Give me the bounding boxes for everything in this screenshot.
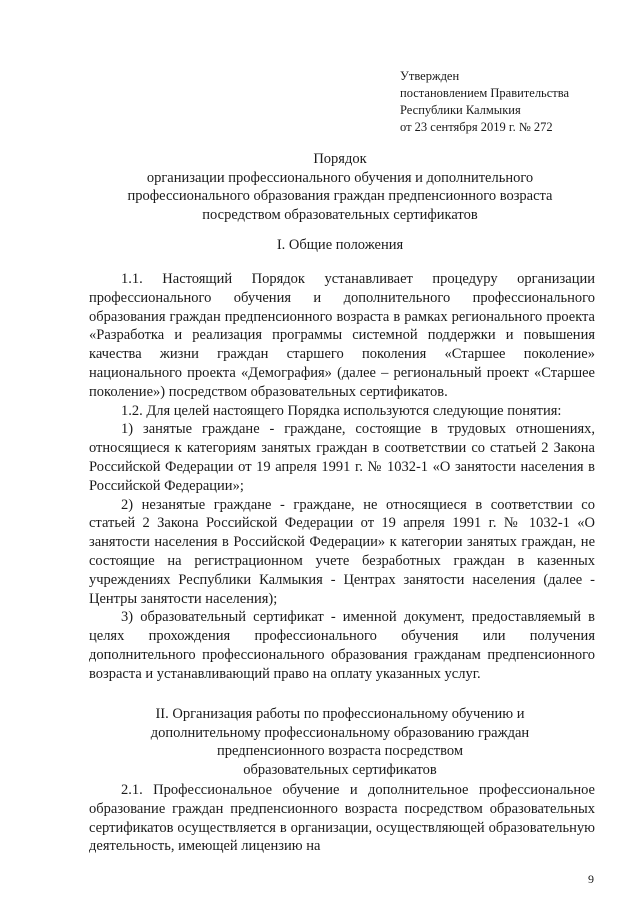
title-line: профессионального образования граждан предпенсионного возраста bbox=[127, 188, 553, 204]
title-line: Порядок bbox=[313, 151, 367, 167]
section-heading-line: предпенсионного возраста посредством bbox=[216, 743, 464, 759]
section-heading-line: дополнительному профессиональному образованию граждан bbox=[150, 724, 530, 741]
section-2-body bbox=[89, 781, 595, 856]
document-title bbox=[60, 150, 620, 224]
paragraph: 1.1. Настоящий Порядок устанавливает процедуру организации профессионального обучения и дополнительного профессионального образования граждан предпенсионного возраста в рамках регионального проекта «Разработка и реализация программы системной поддержки и повышения качества жизни граждан старшего поколения «Старшее поколение» национального проекта «Демография» (далее – региональный проект «Старшее поколение») посредством образовательных сертификатов. bbox=[89, 271, 595, 400]
title-line: посредством образовательных сертификатов bbox=[202, 206, 478, 223]
section-heading-line: II. Организация работы по профессиональному обучению и bbox=[155, 706, 525, 722]
approval-line: постановлением Правительства bbox=[400, 86, 570, 100]
approval-stamp bbox=[400, 68, 569, 136]
page-number: 9 bbox=[588, 872, 594, 886]
paragraph: 2.1. Профессиональное обучение и дополнительное профессиональное образование граждан предпенсионного возраста посредством образовательных сертификатов осуществляется в организации, осуществляющей образовательную деятельность, имеющей лицензию на bbox=[89, 782, 595, 855]
title-line: организации профессионального обучения и дополнительного bbox=[146, 169, 534, 186]
section-heading-line: образовательных сертификатов bbox=[243, 761, 437, 778]
section-2-heading bbox=[60, 705, 620, 779]
section-1-body bbox=[89, 270, 595, 684]
paragraph: 1.2. Для целей настоящего Порядка используются следующие понятия: bbox=[121, 402, 562, 419]
paragraph: 3) образовательный сертификат - именной документ, предоставляемый в целях прохождения профессионального обучения или получения дополнительного профессионального образования гражданам предпенсионного возраста и устанавливающий право на оплату указанных услуг. bbox=[89, 609, 595, 682]
section-1-heading bbox=[60, 236, 620, 255]
approval-line: Утвержден bbox=[400, 69, 460, 83]
section-heading-line: I. Общие положения bbox=[276, 237, 404, 253]
paragraph: 2) незанятые граждане - граждане, не относящиеся в соответствии со статьей 2 Закона Российской Федерации от 19 апреля 1991 г. № 1032-1 «О занятости населения в Российской Федерации» к категории занятых граждан, не состоящие на регистрационном учете безработных граждан в казенных учреждениях Республики Калмыкия - Центрах занятости населения (далее - Центры занятости населения); bbox=[89, 496, 595, 607]
paragraph: 1) занятые граждане - граждане, состоящие в трудовых отношениях, относящиеся к категориям занятых граждан в соответствии со статьей 2 Закона Российской Федерации от 19 апреля 1991 г. № 1032-1 «О занятости населения в Российской Федерации»; bbox=[89, 421, 595, 494]
approval-line: от 23 сентября 2019 г. № 272 bbox=[400, 120, 553, 134]
approval-line: Республики Калмыкия bbox=[400, 103, 521, 117]
